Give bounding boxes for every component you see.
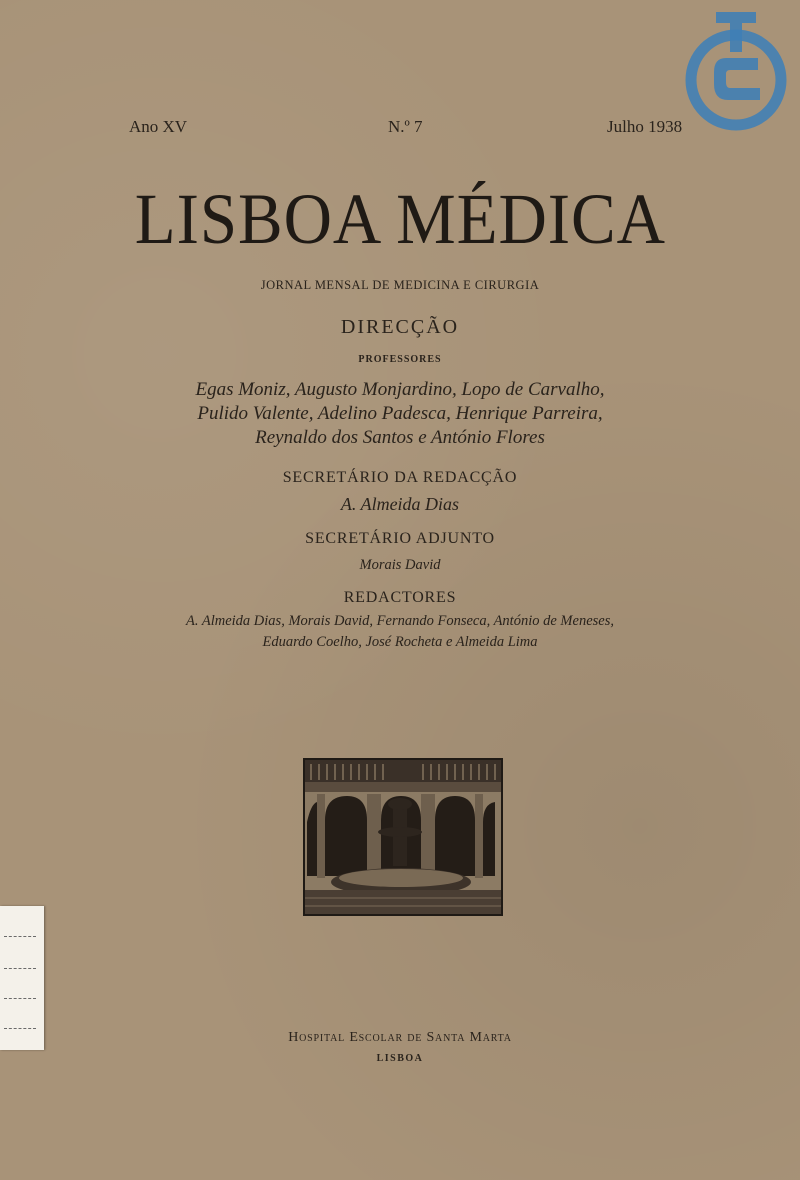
redactores-line-1: A. Almeida Dias, Morais David, Fernando Fonseca, António de Meneses, <box>186 613 614 629</box>
direccao-names-line-3: Reynaldo dos Santos e António Flores <box>255 427 545 448</box>
publisher-city: LISBOA <box>376 1053 424 1064</box>
cloister-engraving-icon <box>303 758 503 916</box>
direccao-names-line-1: Egas Moniz, Augusto Monjardino, Lopo de Carvalho, <box>195 379 605 400</box>
issue-date: Julho 1938 <box>607 117 683 136</box>
direccao-names-line-2: Pulido Valente, Adelino Padesca, Henrique Parreira, <box>197 403 603 424</box>
redactores-line-2: Eduardo Coelho, José Rocheta e Almeida Lima <box>262 634 538 650</box>
issue-year: Ano XV <box>129 117 188 136</box>
professores-label: PROFESSORES <box>358 354 442 365</box>
direccao-heading: DIRECÇÃO <box>340 316 460 338</box>
library-stamp-icon <box>680 8 792 136</box>
secretario-name: A. Almeida Dias <box>340 494 460 514</box>
adjunto-heading: SECRETÁRIO ADJUNTO <box>305 530 495 547</box>
adjunto-name: Morais David <box>359 557 441 573</box>
publisher-institution: Hospital Escolar de Santa Marta <box>288 1030 512 1045</box>
redactores-heading: REDACTORES <box>343 589 457 606</box>
journal-subtitle: JORNAL MENSAL DE MEDICINA E CIRURGIA <box>260 278 540 292</box>
issue-number: N.º 7 <box>388 117 423 136</box>
secretario-heading: SECRETÁRIO DA REDACÇÃO <box>282 469 518 486</box>
library-label <box>0 906 44 1050</box>
journal-title: LISBOA MÉDICA <box>134 179 666 259</box>
